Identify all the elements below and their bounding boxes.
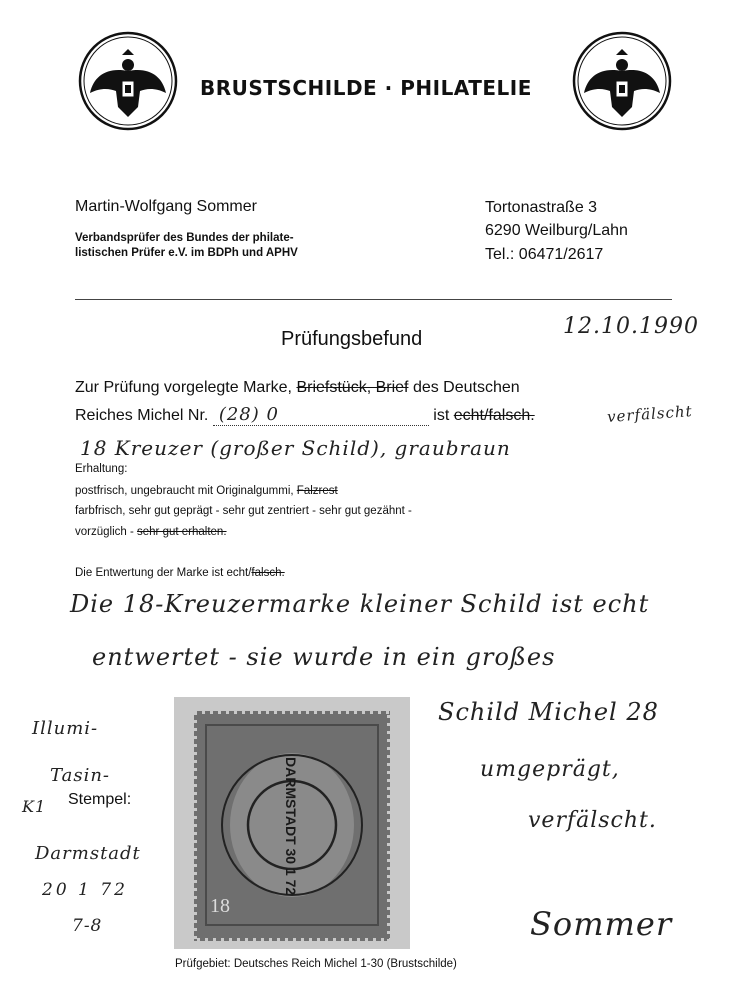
cancellation-struck: falsch.	[251, 567, 285, 579]
address-street: Tortonastraße 3	[485, 199, 598, 216]
echt-falsch-struck: echt/falsch.	[453, 407, 535, 424]
michel-number-handwritten: (28) 0	[213, 404, 429, 426]
condition-line-2: farbfrisch, sehr gut geprägt - sehr gut zentriert - sehr gut gezähnt -	[75, 505, 412, 517]
presented-prefix: Zur Prüfung vorgelegte Marke,	[75, 379, 292, 396]
note-line-4: umgeprägt,	[480, 757, 620, 782]
examiner-affiliation-1: Verbandsprüfer des Bundes der philate-	[75, 232, 294, 244]
scope-footer: Prüfgebiet: Deutsches Reich Michel 1-30 (Brustschilde)	[175, 958, 457, 970]
address-phone: Tel.: 06471/2617	[485, 246, 604, 263]
ist-label: ist	[433, 407, 450, 424]
verdict-handwritten: verfälscht	[606, 402, 694, 426]
condition-label: Erhaltung:	[75, 463, 128, 475]
letterhead-title: BRUSTSCHILDE · PHILATELIE	[200, 76, 532, 100]
condition-3-prefix: vorzüglich -	[75, 526, 134, 538]
condition-1-struck: Falzrest	[296, 485, 338, 497]
condition-1-prefix: postfrisch, ungebraucht mit Originalgummi,	[75, 485, 294, 497]
presented-struck: Briefstück, Brief	[296, 379, 409, 396]
side-note-5: 20 1 72	[42, 880, 128, 900]
stamp-photo	[174, 697, 410, 949]
condition-line-1	[75, 485, 338, 497]
side-note-3: K1	[22, 797, 47, 816]
stamp-value-text: 18	[210, 895, 230, 917]
stamp-description-handwritten: 18 Kreuzer (großer Schild), graubraun	[80, 436, 511, 460]
condition-3-struck: sehr gut erhalten.	[137, 526, 227, 538]
note-line-3: Schild Michel 28	[438, 698, 659, 726]
side-note-1: Illumi-	[32, 718, 99, 739]
cancellation-prefix: Die Entwertung der Marke ist echt/	[75, 567, 252, 579]
svg-text:DARMSTADT 30 1 72: DARMSTADT 30 1 72	[283, 757, 299, 896]
condition-line-3	[75, 526, 227, 538]
note-line-1: Die 18-Kreuzermarke kleiner Schild ist echt	[70, 590, 650, 618]
address-city: 6290 Weilburg/Lahn	[485, 222, 628, 239]
divider	[75, 299, 672, 300]
michel-prefix: Reiches Michel Nr.	[75, 407, 209, 424]
certificate-heading: Prüfungsbefund	[281, 328, 423, 350]
date-handwritten: 12.10.1990	[563, 314, 699, 339]
side-note-2: Tasin-	[50, 765, 111, 786]
cancellation-line	[75, 567, 285, 579]
stempel-label: Stempel:	[68, 791, 132, 808]
signature: Sommer	[530, 905, 673, 943]
michel-line	[75, 404, 535, 426]
cancel-stamp-text	[283, 757, 299, 895]
side-note-6: 7-8	[72, 916, 103, 936]
note-line-5: verfälscht.	[528, 808, 657, 833]
eagle-emblem-right-icon	[572, 31, 672, 131]
side-note-4: Darmstadt	[35, 843, 141, 864]
examiner-name: Martin-Wolfgang Sommer	[75, 198, 257, 215]
presented-line	[75, 379, 695, 397]
presented-suffix: des Deutschen	[412, 379, 520, 396]
note-line-2: entwertet - sie wurde in ein großes	[92, 643, 556, 671]
eagle-emblem-left-icon	[78, 31, 178, 131]
examiner-affiliation-2: listischen Prüfer e.V. im BDPh und APHV	[75, 247, 298, 259]
